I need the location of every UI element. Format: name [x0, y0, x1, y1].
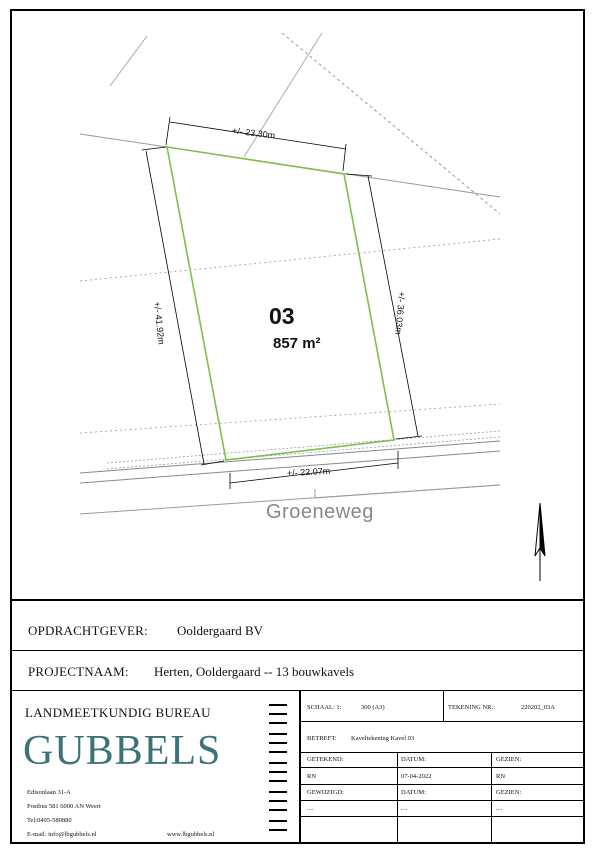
parcel-boundary-dashed — [80, 239, 500, 281]
company-logo: GUBBELS — [23, 728, 222, 774]
subject-label: BETREFT: — [307, 735, 337, 742]
parcel-boundary-dashed — [282, 33, 500, 214]
client-value: Ooldergaard BV — [177, 623, 264, 638]
drawn-value: RN — [307, 773, 317, 780]
seen-label: GEZIEN: — [496, 756, 522, 763]
date-label: DATUM: — [401, 756, 426, 763]
scale-label: SCHAAL: 1: — [307, 704, 342, 711]
parcel-boundary-dashed — [80, 404, 500, 433]
bureau-name: LANDMEETKUNDIG BUREAU — [25, 705, 211, 720]
project-row — [12, 651, 585, 691]
dimension-bottom: +/- 22.07m — [286, 465, 331, 479]
bureau-postbus: Postbus 581 6000 AN Weert — [27, 803, 101, 810]
bureau-address: Edisonlaan 31-A — [27, 789, 71, 796]
client-row — [12, 601, 585, 651]
dimension-line-right — [368, 176, 418, 436]
lot-number: 03 — [269, 303, 295, 329]
changed-label: GEWIJZIGD: — [307, 789, 344, 796]
north-arrow-icon — [535, 503, 545, 581]
seen-value: RN — [496, 773, 506, 780]
drawing-title-block — [299, 691, 585, 844]
title-block-area — [12, 691, 585, 844]
bureau-website: www.lbgubbels.nl — [167, 831, 215, 838]
dimension-top: +/- 23.30m — [231, 125, 276, 141]
drawn-label: GETEKEND: — [307, 756, 344, 763]
drawing-nr-label: TEKENING NR.: — [448, 704, 495, 711]
road-edge-dashed — [107, 431, 500, 463]
date2-value: .... — [401, 805, 408, 812]
bureau-email: E-mail: info@lbgubbels.nl — [27, 831, 97, 838]
drawing-nr-value: 220202_03A — [521, 704, 555, 711]
street-name: Groeneweg — [266, 501, 374, 523]
site-plan — [12, 11, 585, 601]
dimension-right: +/- 36.03m — [393, 291, 407, 336]
project-value: Herten, Ooldergaard -- 13 bouwkavels — [154, 664, 355, 679]
dimension-left: +/- 41.92m — [152, 301, 167, 346]
road-edge-dashed — [107, 437, 500, 469]
date-value: 07-04-2022 — [401, 773, 432, 780]
changed-value: .... — [307, 805, 314, 812]
subject-value: Kaveltekening Kavel 03 — [351, 735, 415, 742]
seen2-label: GEZIEN: — [496, 789, 522, 796]
scale-value: 300 (A3) — [361, 704, 385, 711]
project-label: PROJECTNAAM: — [28, 664, 129, 679]
date2-label: DATUM: — [401, 789, 426, 796]
client-label: OPDRACHTGEVER: — [28, 623, 148, 638]
lot-area: 857 m² — [273, 335, 321, 352]
bureau-phone: Tel:0495-580880 — [27, 817, 72, 824]
drawing-sheet — [10, 9, 585, 844]
seen2-value: .... — [496, 805, 503, 812]
parcel-boundary-line — [110, 36, 147, 86]
road-edge-line — [315, 485, 500, 498]
